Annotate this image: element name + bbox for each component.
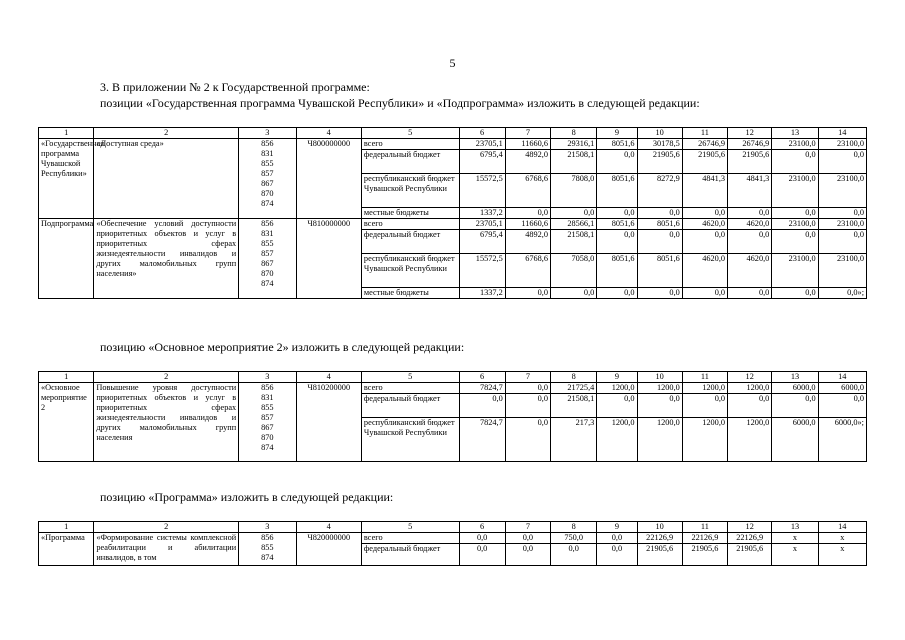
value-cell: 15572,5 [459,254,505,288]
intro-line-2: позиции «Государственная программа Чувашской Республики» и «Подпрограмма» изложить в следующей редакции: [100,96,700,110]
col-header: 12 [728,372,772,383]
col-header: 1 [39,128,94,139]
value-cell: 0,0 [818,230,866,254]
value-cell: 26746,9 [682,139,727,150]
value-cell: x [818,533,866,544]
program-title-cell: «Доступная среда» [94,139,239,219]
col-header: 14 [818,522,866,533]
value-cell: 0,0 [728,230,772,254]
table-header-row [39,372,867,383]
value-cell: 6000,0 [772,383,818,394]
codes-cell [239,383,296,462]
col-header: 2 [94,128,239,139]
source-cell: республиканский бюджет Чувашской Республики [361,254,459,288]
code: 874 [261,443,274,452]
col-header: 9 [597,128,637,139]
value-cell: 217,3 [551,418,597,462]
value-cell: 0,0 [728,208,772,219]
code: 874 [261,199,274,208]
value-cell: 6000,0 [772,418,818,462]
table-header-row [39,522,867,533]
codes-cell [239,533,296,566]
table-program [38,521,867,566]
value-cell: 7824,7 [459,418,505,462]
value-cell: 0,0 [459,533,505,544]
value-cell: 1200,0 [728,418,772,462]
col-header: 7 [505,128,550,139]
table-row [39,533,867,544]
code: 857 [261,169,274,178]
heading-main-event-2: позицию «Основное мероприятие 2» изложить в следующей редакции: [100,340,465,354]
col-header: 8 [551,372,597,383]
code: 856 [261,383,274,392]
value-cell: 0,0 [505,288,550,299]
value-cell: 23100,0 [772,174,818,208]
value-cell: 1200,0 [728,383,772,394]
value-cell: 0,0 [597,208,637,219]
value-cell: 0,0 [682,394,727,418]
value-cell: 8051,6 [597,254,637,288]
value-cell: 23100,0 [818,139,866,150]
col-header: 4 [296,128,361,139]
col-header: 14 [818,372,866,383]
code: 831 [261,229,274,238]
value-cell: 21905,6 [637,544,682,566]
value-cell: 4620,0 [728,254,772,288]
value-cell: 0,0 [597,544,637,566]
source-cell: федеральный бюджет [361,150,459,174]
codes-cell [239,219,296,299]
value-cell: 0,0 [637,230,682,254]
code: 874 [261,553,274,562]
value-cell: 0,0 [597,288,637,299]
col-header: 5 [361,372,459,383]
value-cell: 0,0 [505,533,550,544]
source-cell: федеральный бюджет [361,394,459,418]
subprogram-name-cell: Подпрограмма [39,219,94,299]
value-cell: 0,0 [597,533,637,544]
col-header: 12 [728,128,772,139]
col-header: 5 [361,522,459,533]
value-cell: 0,0 [728,394,772,418]
value-cell: 0,0 [818,150,866,174]
program-name-cell: «Программа [39,533,94,566]
value-cell: 0,0 [505,544,550,566]
value-cell: 750,0 [551,533,597,544]
source-cell: республиканский бюджет Чувашской Республики [361,418,459,462]
value-cell: 21508,1 [551,230,597,254]
value-cell: 0,0 [459,544,505,566]
source-cell: республиканский бюджет Чувашской Республики [361,174,459,208]
value-cell: 23100,0 [818,219,866,230]
col-header: 1 [39,522,94,533]
value-cell: 4620,0 [682,219,727,230]
value-cell: 0,0»; [818,288,866,299]
source-cell: всего [361,383,459,394]
value-cell: 1200,0 [682,418,727,462]
value-cell: 8051,6 [637,254,682,288]
source-cell: всего [361,219,459,230]
value-cell: 0,0 [818,394,866,418]
value-cell: 6768,6 [505,254,550,288]
table-header-row [39,128,867,139]
value-cell: 29316,1 [551,139,597,150]
value-cell: 23705,1 [459,219,505,230]
value-cell: 0,0 [551,208,597,219]
value-cell: 23705,1 [459,139,505,150]
value-cell: 1200,0 [597,418,637,462]
program-name-cell: «Государственная программа Чувашской Республики» [39,139,94,219]
value-cell: 0,0 [551,288,597,299]
code: 870 [261,433,274,442]
event-name-cell: «Основное мероприятие 2 [39,383,94,462]
code: 856 [261,533,274,542]
value-cell: 0,0 [682,208,727,219]
value-cell: 0,0 [772,288,818,299]
value-cell: 0,0 [637,288,682,299]
value-cell: 22126,9 [637,533,682,544]
value-cell: 0,0 [772,208,818,219]
code: 857 [261,249,274,258]
value-cell: 21905,6 [728,544,772,566]
col-header: 10 [637,522,682,533]
col-header: 5 [361,128,459,139]
col-header: 2 [94,522,239,533]
value-cell: 15572,5 [459,174,505,208]
table-main-event-2 [38,371,867,462]
col-header: 13 [772,372,818,383]
col-header: 3 [239,372,296,383]
col-header: 11 [682,372,727,383]
code: 867 [261,179,274,188]
value-cell: 0,0 [505,418,550,462]
value-cell: 0,0 [505,383,550,394]
value-cell: 6795,4 [459,150,505,174]
value-cell: 8051,6 [637,219,682,230]
heading-program: позицию «Программа» изложить в следующей редакции: [100,490,394,504]
value-cell: 8272,9 [637,174,682,208]
value-cell: 7824,7 [459,383,505,394]
value-cell: x [772,533,818,544]
subprogram-title-cell: «Обеспечение условий доступности приоритетных объектов и услуг в приоритетных сферах жизнедеятельности инвалидов и других маломобильных групп населения» [94,219,239,299]
value-cell: 6000,0»; [818,418,866,462]
value-cell: 23100,0 [818,254,866,288]
value-cell: x [772,544,818,566]
value-cell: 4892,0 [505,150,550,174]
value-cell: 4892,0 [505,230,550,254]
value-cell: 7808,0 [551,174,597,208]
value-cell: 0,0 [772,394,818,418]
value-cell: 1200,0 [637,418,682,462]
value-cell: 1337,2 [459,288,505,299]
code: 855 [261,403,274,412]
value-cell: 23100,0 [772,219,818,230]
csr-cell: Ч810000000 [296,219,361,299]
value-cell: 0,0 [459,394,505,418]
code: 870 [261,189,274,198]
value-cell: 0,0 [505,208,550,219]
value-cell: 0,0 [505,394,550,418]
value-cell: 11660,6 [505,219,550,230]
value-cell: 21905,6 [728,150,772,174]
col-header: 1 [39,372,94,383]
value-cell: 0,0 [728,288,772,299]
table-program-subprogram [38,127,867,299]
value-cell: 28566,1 [551,219,597,230]
col-header: 6 [459,522,505,533]
value-cell: 0,0 [637,394,682,418]
value-cell: 1200,0 [682,383,727,394]
codes-cell [239,139,296,219]
value-cell: 8051,6 [597,219,637,230]
value-cell: 0,0 [682,288,727,299]
value-cell: 0,0 [551,544,597,566]
source-cell: местные бюджеты [361,208,459,219]
col-header: 13 [772,128,818,139]
value-cell: 21508,1 [551,394,597,418]
value-cell: 0,0 [772,150,818,174]
value-cell: 0,0 [682,230,727,254]
value-cell: 4841,3 [728,174,772,208]
code: 855 [261,159,274,168]
value-cell: 1337,2 [459,208,505,219]
code: 870 [261,269,274,278]
col-header: 6 [459,372,505,383]
col-header: 11 [682,128,727,139]
value-cell: 22126,9 [682,533,727,544]
code: 867 [261,259,274,268]
value-cell: 0,0 [597,150,637,174]
value-cell: 22126,9 [728,533,772,544]
value-cell: 4841,3 [682,174,727,208]
value-cell: 11660,6 [505,139,550,150]
code: 874 [261,279,274,288]
source-cell: всего [361,533,459,544]
value-cell: 0,0 [597,394,637,418]
table-row [39,219,867,230]
code: 867 [261,423,274,432]
code: 857 [261,413,274,422]
col-header: 14 [818,128,866,139]
source-cell: федеральный бюджет [361,544,459,566]
col-header: 7 [505,522,550,533]
table-row [39,383,867,394]
value-cell: 21508,1 [551,150,597,174]
col-header: 6 [459,128,505,139]
code: 855 [261,543,274,552]
value-cell: 4620,0 [682,254,727,288]
page-number: 5 [449,56,456,70]
value-cell: 23100,0 [772,139,818,150]
value-cell: 21905,6 [682,544,727,566]
csr-cell: Ч800000000 [296,139,361,219]
event-title-cell: Повышение уровня доступности приоритетных объектов и услуг в приоритетных сферах жизнедеятельности инвалидов и других маломобильных групп населения [94,383,239,462]
col-header: 11 [682,522,727,533]
value-cell: 1200,0 [597,383,637,394]
value-cell: 0,0 [597,230,637,254]
table-row [39,139,867,150]
value-cell: 6795,4 [459,230,505,254]
program-title-cell: «Формирование системы комплексной реабилитации и абилитации инвалидов, в том [94,533,239,566]
value-cell: 21905,6 [682,150,727,174]
source-cell: местные бюджеты [361,288,459,299]
value-cell: 7058,0 [551,254,597,288]
col-header: 9 [597,522,637,533]
value-cell: 4620,0 [728,219,772,230]
value-cell: 30178,5 [637,139,682,150]
code: 856 [261,139,274,148]
value-cell: 0,0 [818,208,866,219]
value-cell: 21905,6 [637,150,682,174]
source-cell: федеральный бюджет [361,230,459,254]
value-cell: 26746,9 [728,139,772,150]
value-cell: 23100,0 [772,254,818,288]
col-header: 10 [637,372,682,383]
source-cell: всего [361,139,459,150]
col-header: 4 [296,372,361,383]
col-header: 10 [637,128,682,139]
value-cell: 0,0 [637,208,682,219]
value-cell: 8051,6 [597,174,637,208]
col-header: 9 [597,372,637,383]
value-cell: x [818,544,866,566]
value-cell: 23100,0 [818,174,866,208]
value-cell: 0,0 [772,230,818,254]
intro-line-1: 3. В приложении № 2 к Государственной программе: [100,80,370,94]
col-header: 2 [94,372,239,383]
col-header: 8 [551,522,597,533]
code: 855 [261,239,274,248]
code: 831 [261,149,274,158]
col-header: 12 [728,522,772,533]
col-header: 7 [505,372,550,383]
value-cell: 6768,6 [505,174,550,208]
col-header: 3 [239,128,296,139]
value-cell: 6000,0 [818,383,866,394]
csr-cell: Ч820000000 [296,533,361,566]
col-header: 13 [772,522,818,533]
value-cell: 1200,0 [637,383,682,394]
code: 856 [261,219,274,228]
col-header: 4 [296,522,361,533]
code: 831 [261,393,274,402]
value-cell: 21725,4 [551,383,597,394]
col-header: 3 [239,522,296,533]
csr-cell: Ч810200000 [296,383,361,462]
value-cell: 8051,6 [597,139,637,150]
col-header: 8 [551,128,597,139]
